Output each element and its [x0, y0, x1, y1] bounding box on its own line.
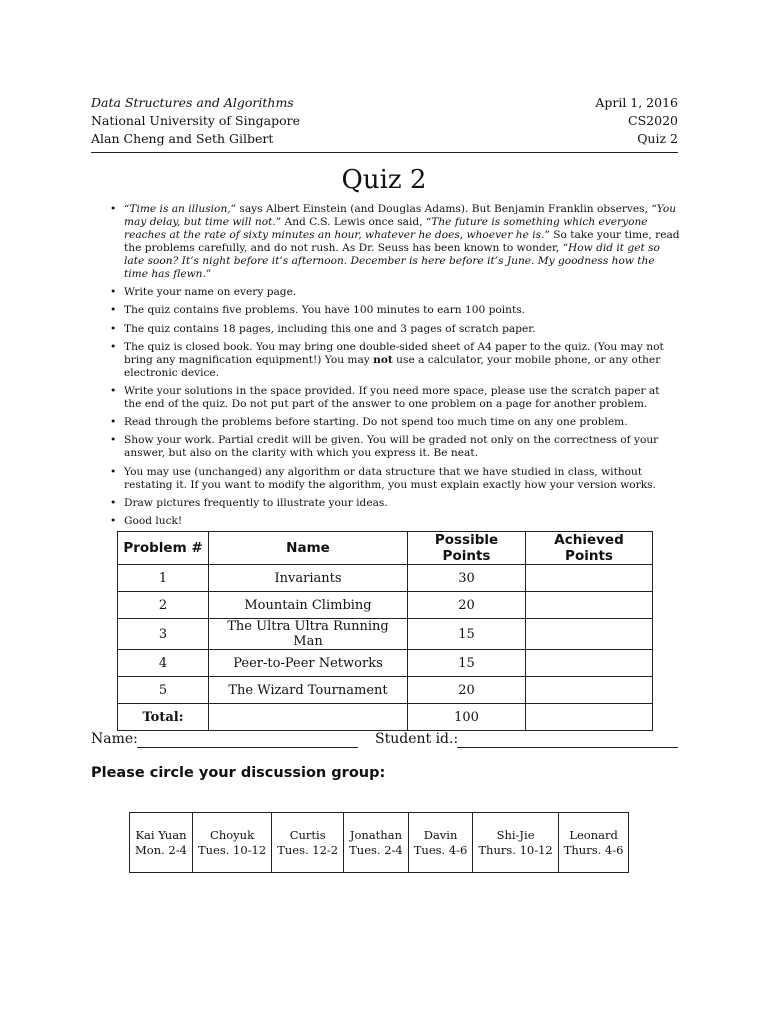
header-divider: [91, 152, 678, 153]
name-field[interactable]: [137, 747, 358, 748]
quiz-date: April 1, 2016: [595, 95, 678, 110]
group-time: Tues. 2-4: [349, 842, 403, 857]
problem-name: Invariants: [209, 565, 408, 592]
name-label: Name:: [91, 731, 138, 747]
problem-number: 1: [118, 565, 209, 592]
achieved-points-cell[interactable]: [526, 619, 653, 650]
tutor-name: Choyuk: [210, 827, 255, 842]
column-header: Name: [209, 532, 408, 565]
bullet-icon: •: [110, 416, 117, 429]
bullet-icon: •: [110, 340, 117, 353]
achieved-total-cell[interactable]: [526, 704, 653, 731]
quote-text: “Time is an illusion,”: [124, 203, 237, 215]
bullet-icon: •: [110, 384, 117, 397]
instruction-text: The quiz is closed book. You may bring one double-sided sheet of A4 paper to the quiz. (You may not bring any magnification equipment!) You may: [124, 340, 664, 366]
bullet-icon: •: [110, 465, 117, 478]
instructions-list: [106, 203, 680, 533]
problem-number: 4: [118, 650, 209, 677]
column-header: Achieved Points: [526, 532, 653, 565]
possible-points: 20: [408, 592, 526, 619]
total-row: [118, 704, 653, 731]
bullet-icon: •: [110, 514, 117, 527]
quote-text: ”: [205, 268, 212, 280]
instructors: Alan Cheng and Seth Gilbert: [91, 131, 274, 146]
score-table: [117, 531, 653, 731]
instruction-item: [106, 515, 680, 528]
discussion-group-row: [130, 813, 629, 873]
instruction-item: [106, 286, 680, 299]
instruction-text: Read through the problems before starting. Do not spend too much time on any one problem.: [124, 416, 628, 429]
quiz-number: Quiz 2: [637, 131, 678, 146]
discussion-group-table: [129, 812, 629, 873]
bullet-icon: •: [110, 304, 117, 317]
instruction-text: Write your name on every page.: [124, 286, 297, 299]
problem-number: 3: [118, 619, 209, 650]
possible-points: 15: [408, 619, 526, 650]
discussion-group-option[interactable]: [272, 813, 344, 873]
instruction-text: You may use (unchanged) any algorithm or data structure that we have studied in class, without restating it. If you want to modify the algorithm, you must explain exactly how your version works.: [124, 465, 656, 491]
quote-text: How did it get so late soon? It’s night before it’s afternoon. December is here before it’s June. My goodness how the time has flewn.: [124, 242, 660, 280]
header-right: [595, 94, 678, 148]
problem-name: Peer-to-Peer Networks: [209, 650, 408, 677]
group-time: Tues. 10-12: [197, 842, 267, 857]
table-row: [118, 619, 653, 650]
problem-name: The Ultra Ultra Running Man: [209, 619, 408, 650]
instruction-item: [106, 416, 680, 429]
bullet-icon: •: [110, 286, 117, 299]
student-id-field[interactable]: [457, 747, 678, 748]
instruction-text: Write your solutions in the space provided. If you need more space, please use the scratch paper at the end of the quiz. Do not put part of the answer to one problem on a page for another problem.: [124, 384, 660, 410]
instruction-text: The quiz contains 18 pages, including this one and 3 pages of scratch paper.: [124, 322, 536, 335]
possible-points: 20: [408, 677, 526, 704]
table-row: [118, 677, 653, 704]
header-left: [91, 94, 300, 148]
instruction-item: [106, 385, 680, 411]
instruction-text: Show your work. Partial credit will be given. You will be graded not only on the correctness of your answer, but also on the clarity with which you express it. Be neat.: [124, 434, 659, 460]
instruction-item: [106, 434, 680, 460]
score-table-header: [118, 532, 653, 565]
possible-points: 30: [408, 565, 526, 592]
quote-text: ” So take your time, read the problems carefully, and do not rush. As Dr. Seuss has been known to wonder, “: [124, 229, 680, 254]
instruction-item: [106, 341, 680, 380]
group-time: Thurs. 10-12: [478, 842, 553, 857]
problem-number: 5: [118, 677, 209, 704]
achieved-points-cell[interactable]: [526, 650, 653, 677]
student-id-label: Student id.:: [375, 731, 459, 747]
quote-text: You may delay, but time will not.: [124, 203, 677, 228]
achieved-points-cell[interactable]: [526, 592, 653, 619]
total-points: 100: [408, 704, 526, 731]
bullet-icon: •: [110, 322, 117, 335]
group-time: Mon. 2-4: [135, 842, 187, 857]
table-row: [118, 650, 653, 677]
instruction-item: [106, 304, 680, 317]
possible-points: 15: [408, 650, 526, 677]
tutor-name: Kai Yuan: [135, 827, 187, 842]
discussion-group-option[interactable]: [408, 813, 473, 873]
bullet-icon: •: [110, 203, 117, 215]
instruction-quote: [106, 203, 680, 281]
university-name: National University of Singapore: [91, 113, 300, 128]
course-name: Data Structures and Algorithms: [91, 95, 294, 110]
column-header: Possible Points: [408, 532, 526, 565]
instruction-item: [106, 497, 680, 510]
problem-name: Mountain Climbing: [209, 592, 408, 619]
tutor-name: Leonard: [569, 827, 618, 842]
identity-fields: [91, 731, 678, 751]
quote-text: ” And C.S. Lewis once said, “: [275, 216, 432, 228]
table-row: [118, 592, 653, 619]
bullet-icon: •: [110, 434, 117, 447]
quote-text: says Albert Einstein (and Douglas Adams). But Benjamin Franklin observes, “: [236, 203, 657, 215]
group-time: Tues. 4-6: [413, 842, 468, 857]
instruction-text: The quiz contains five problems. You have 100 minutes to earn 100 points.: [124, 304, 526, 317]
discussion-group-option[interactable]: [192, 813, 271, 873]
discussion-group-option[interactable]: [344, 813, 409, 873]
instruction-emphasis: not: [373, 353, 393, 366]
instruction-text: use a calculator, your mobile phone, or any other electronic device.: [124, 353, 661, 379]
discussion-group-option[interactable]: [558, 813, 629, 873]
total-label: Total:: [118, 704, 209, 731]
instruction-item: [106, 466, 680, 492]
instruction-text: Draw pictures frequently to illustrate your ideas.: [124, 496, 388, 509]
quote-text: The future is something which everyone reaches at the rate of sixty minutes an hour, whatever he does, whoever he is.: [124, 216, 648, 241]
empty-cell: [209, 704, 408, 731]
discussion-prompt: Please circle your discussion group:: [91, 765, 386, 781]
group-time: Thurs. 4-6: [563, 842, 624, 857]
page-title: Quiz 2: [341, 165, 427, 195]
achieved-points-cell[interactable]: [526, 565, 653, 592]
problem-name: The Wizard Tournament: [209, 677, 408, 704]
tutor-name: Curtis: [289, 827, 326, 842]
tutor-name: Jonathan: [349, 827, 402, 842]
column-header: Problem #: [118, 532, 209, 565]
discussion-group-option[interactable]: [473, 813, 558, 873]
instruction-item: [106, 323, 680, 336]
tutor-name: Shi-Jie: [496, 827, 535, 842]
tutor-name: Davin: [423, 827, 458, 842]
discussion-group-option[interactable]: [130, 813, 193, 873]
problem-number: 2: [118, 592, 209, 619]
bullet-icon: •: [110, 496, 117, 509]
table-row: [118, 565, 653, 592]
achieved-points-cell[interactable]: [526, 677, 653, 704]
instruction-text: Good luck!: [124, 514, 183, 527]
group-time: Tues. 12-2: [277, 842, 339, 857]
course-code: CS2020: [628, 113, 678, 128]
